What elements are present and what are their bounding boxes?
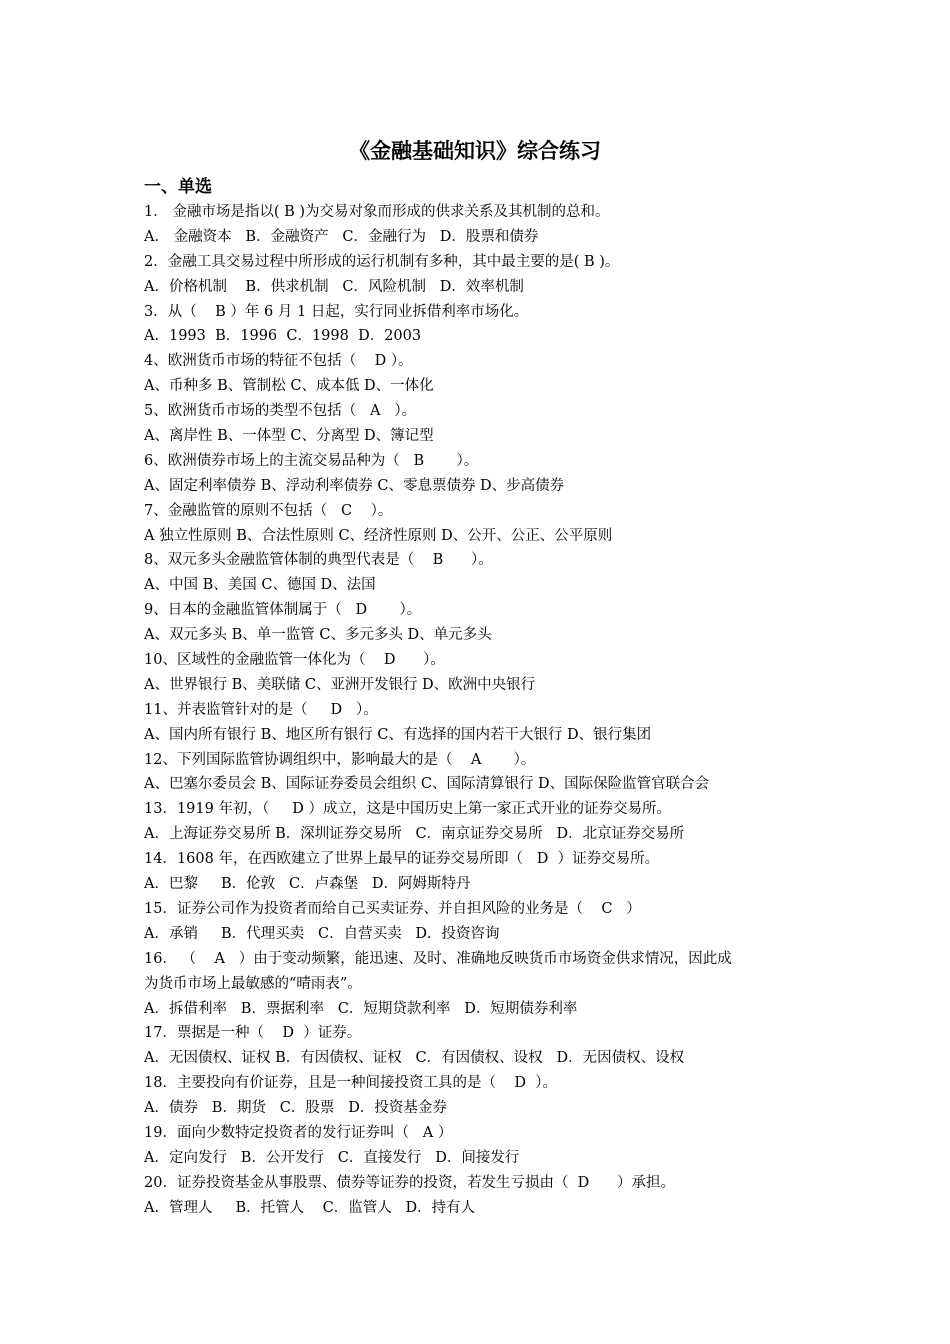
text-line: 12、下列国际监管协调组织中，影响最大的是（ A ）。	[144, 751, 536, 768]
text-line: A．定向发行 B．公开发行 C．直接发行 D．间接发行	[144, 1149, 520, 1166]
text-line: A、中国 B、美国 C、德国 D、法国	[144, 577, 376, 594]
text-line: 7、金融监管的原则不包括（ C ）。	[144, 502, 393, 519]
text-line: 16． （ A ）由于变动频繁，能迅速、及时、准确地反映货币市场资金供求情况，因此成	[144, 950, 732, 967]
text-line: 14．1608 年，在西欧建立了世界上最早的证券交易所即（ D ）证券交易所。	[144, 851, 660, 868]
question-list	[144, 200, 824, 1221]
text-line: A、双元多头 B、单一监管 C、多元多头 D、单元多头	[144, 627, 492, 644]
text-line: 9、日本的金融监管体制属于（ D ）。	[144, 602, 422, 619]
text-line: A、固定利率债券 B、浮动利率债券 C、零息票债券 D、步高债券	[144, 477, 565, 494]
text-line: A、巴塞尔委员会 B、国际证券委员会组织 C、国际清算银行 D、国际保险监管官联合会	[144, 776, 710, 793]
text-line: 10、区域性的金融监管一体化为（ D ）。	[144, 652, 445, 669]
text-line: A 独立性原则 B、合法性原则 C、经济性原则 D、公开、公正、公平原则	[144, 527, 613, 544]
text-line: A．价格机制 B．供求机制 C．风险机制 D．效率机制	[144, 278, 524, 295]
text-line: A．巴黎 B．伦敦 C．卢森堡 D．阿姆斯特丹	[144, 876, 471, 893]
text-line: 5、欧洲货币市场的类型不包括（ A ）。	[144, 403, 417, 420]
text-line: 1． 金融市场是指以( B )为交易对象而形成的供求关系及其机制的总和。	[144, 204, 610, 220]
text-line: A．上海证券交易所 B．深圳证券交易所 C．南京证券交易所 D．北京证券交易所	[144, 826, 685, 843]
text-line: 15．证券公司作为投资者而给自己买卖证券、并自担风险的业务是（ C ）	[144, 900, 641, 917]
text-line: A、离岸性 B、一体型 C、分离型 D、簿记型	[144, 428, 434, 445]
text-line: A．无因债权、证权 B．有因债权、证权 C．有因债权、设权 D．无因债权、设权	[144, 1050, 685, 1067]
text-line: A．管理人 B．托管人 C．监管人 D．持有人	[144, 1199, 476, 1216]
text-line: A．1993 B．1996 C．1998 D．2003	[144, 328, 422, 345]
text-line: A、国内所有银行 B、地区所有银行 C、有选择的国内若干大银行 D、银行集团	[144, 726, 652, 743]
text-line: A、世界银行 B、美联储 C、亚洲开发银行 D、欧洲中央银行	[144, 676, 536, 693]
text-line: 2．金融工具交易过程中所形成的运行机制有多种，其中最主要的是( B )。	[144, 253, 620, 270]
text-line: 4、欧洲货币市场的特征不包括（ D ）。	[144, 353, 413, 370]
text-line: 18．主要投向有价证券，且是一种间接投资工具的是（ D ）。	[144, 1075, 557, 1092]
text-line: 20．证券投资基金从事股票、债券等证券的投资，若发生亏损由（ D ）承担。	[144, 1174, 675, 1191]
text-line: A． 金融资本 B．金融资产 C．金融行为 D．股票和债券	[144, 228, 539, 245]
text-line: 8、双元多头金融监管体制的典型代表是（ B ）。	[144, 552, 493, 569]
text-line: A．债券 B．期货 C．股票 D．投资基金券	[144, 1100, 447, 1117]
text-line: 17．票据是一种（ D ）证券。	[144, 1025, 362, 1042]
document-title: 《金融基础知识》综合练习	[349, 139, 601, 163]
text-line: A、币种多 B、管制松 C、成本低 D、一体化	[144, 378, 434, 395]
text-line: 13．1919 年初，（ D ）成立，这是中国历史上第一家正式开业的证券交易所。	[144, 801, 671, 818]
text-line: 19．面向少数特定投资者的发行证券叫（ A ）	[144, 1124, 453, 1141]
text-line: 11、并表监管针对的是（ D ）。	[144, 701, 378, 718]
text-line: 3．从（ B ）年 6 月 1 日起，实行同业拆借利率市场化。	[144, 303, 529, 320]
text-line: 6、欧洲债券市场上的主流交易品种为（ B ）。	[144, 452, 479, 469]
text-line: A．拆借利率 B．票据利率 C．短期贷款利率 D．短期债券利率	[144, 1000, 578, 1017]
text-line: A．承销 B．代理买卖 C．自营买卖 D．投资咨询	[144, 925, 500, 942]
text-line: 为货币市场上最敏感的“晴雨表”。	[144, 975, 362, 992]
section-heading: 一、单选	[144, 177, 212, 197]
